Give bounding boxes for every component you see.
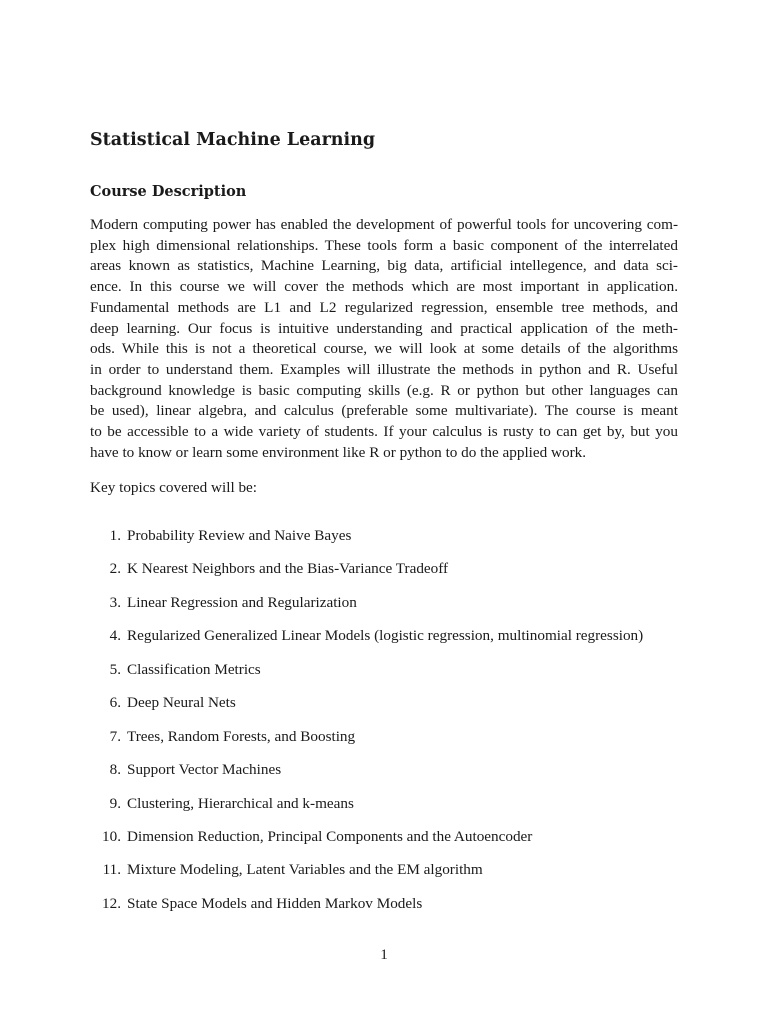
list-item: [90, 526, 643, 559]
description-line: be used), linear algebra, and calculus (preferable some multivariate). The course is meant: [90, 402, 678, 420]
list-item: [90, 593, 643, 626]
topic-number: 3.: [109, 593, 121, 611]
list-item: [90, 727, 643, 760]
topic-text: Classification Metrics: [127, 660, 261, 678]
list-item: [90, 660, 643, 693]
topic-text: K Nearest Neighbors and the Bias-Variance Tradeoff: [127, 560, 449, 578]
topic-number: 9.: [109, 794, 121, 812]
topic-number: 5.: [109, 660, 121, 678]
description-line: to be accessible to a wide variety of students. If your calculus is rusty to can get by, but you: [90, 423, 678, 441]
list-item: [90, 794, 643, 827]
topic-text: Clustering, Hierarchical and k-means: [127, 794, 354, 812]
topic-number: 10.: [102, 827, 121, 845]
list-item: [90, 894, 643, 927]
description-line: plex high dimensional relationships. These tools form a basic component of the interrelated: [90, 236, 678, 254]
topic-text: Probability Review and Naive Bayes: [127, 527, 352, 544]
topic-text: Regularized Generalized Linear Models (logistic regression, multinomial regression): [127, 627, 644, 645]
list-item: [90, 626, 643, 659]
list-item: [90, 860, 643, 893]
description-line: deep learning. Our focus is intuitive understanding and practical application of the meth-: [90, 319, 678, 337]
topic-text: Support Vector Machines: [127, 761, 282, 779]
topic-text: Linear Regression and Regularization: [127, 593, 357, 611]
topic-text: Dimension Reduction, Principal Components and the Autoencoder: [127, 827, 533, 845]
description-line: ence. In this course we will cover the methods which are most important in application.: [90, 278, 678, 296]
topic-number: 7.: [109, 727, 121, 745]
description-line: Modern computing power has enabled the development of powerful tools for uncovering com-: [90, 216, 678, 233]
topic-number: 4.: [109, 627, 121, 645]
list-item: [90, 693, 643, 726]
topics-intro: Key topics covered will be:: [90, 479, 258, 496]
document-title: Statistical Machine Learning: [90, 130, 376, 150]
topic-list: [90, 526, 643, 927]
course-description: [90, 215, 680, 463]
topic-text: State Space Models and Hidden Markov Models: [127, 894, 423, 912]
topic-number: 11.: [102, 861, 121, 879]
list-item: [90, 559, 643, 592]
topic-number: 1.: [109, 527, 121, 544]
topic-text: Trees, Random Forests, and Boosting: [127, 727, 356, 745]
list-item: [90, 827, 643, 860]
topic-number: 6.: [109, 694, 121, 712]
topic-number: 8.: [109, 761, 121, 779]
description-line: in order to understand them. Examples will illustrate the methods in python and R. Useful: [90, 360, 678, 378]
description-line: have to know or learn some environment like R or python to do the applied work.: [90, 443, 587, 461]
topic-number: 2.: [109, 560, 121, 578]
topic-number: 12.: [102, 894, 121, 912]
description-line: Fundamental methods are L1 and L2 regularized regression, ensemble tree methods, and: [90, 298, 678, 316]
list-item: [90, 760, 643, 793]
description-line: ods. While this is not a theoretical course, we will look at some details of the algorithms: [90, 340, 678, 358]
topic-text: Deep Neural Nets: [127, 694, 236, 712]
description-line: areas known as statistics, Machine Learning, big data, artificial intellegence, and data sci-: [90, 257, 678, 275]
section-heading: Course Description: [90, 183, 247, 200]
page-number: 1: [380, 946, 388, 963]
description-line: background knowledge is basic computing skills (e.g. R or python but other languages can: [90, 381, 678, 399]
topic-text: Mixture Modeling, Latent Variables and the EM algorithm: [127, 861, 483, 879]
